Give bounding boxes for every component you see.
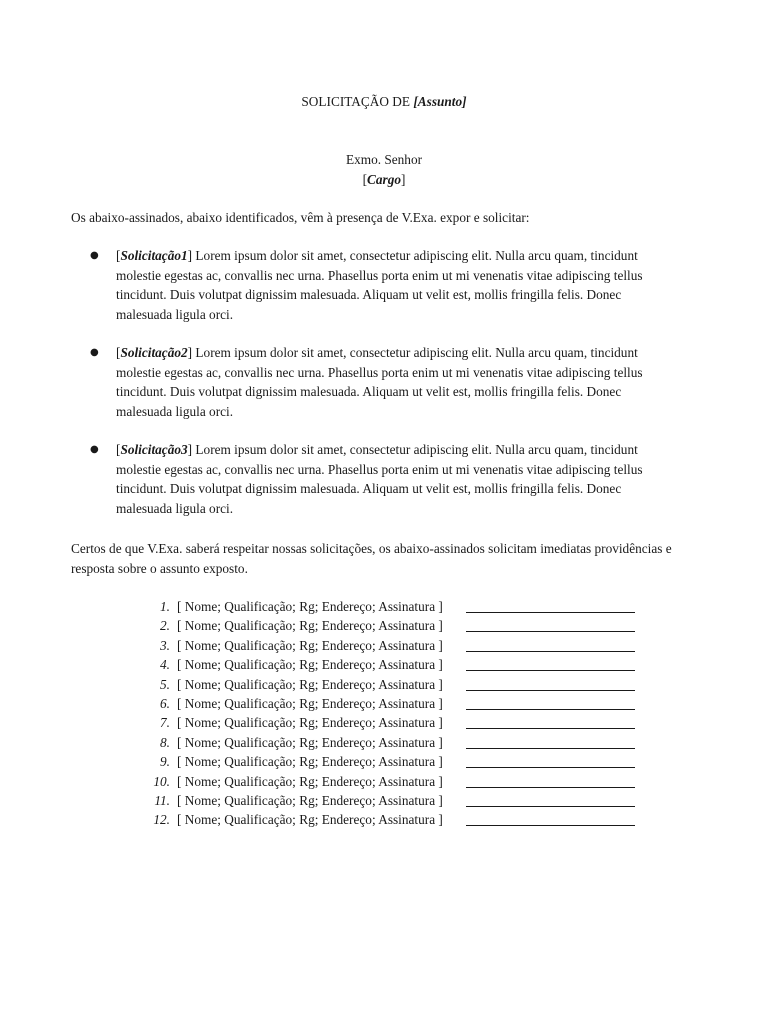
tag-close-bracket: ] xyxy=(187,345,193,360)
signature-row xyxy=(0,636,768,655)
closing-paragraph: Certos de que V.Exa. saberá respeitar nossas solicitações, os abaixo-assinados solicitam imediatas providências e resposta sobre o assunto exposto. xyxy=(71,541,672,576)
row-number: 12. xyxy=(153,812,170,828)
signature-list xyxy=(0,597,768,830)
row-number: 6. xyxy=(160,695,170,711)
request-text: Lorem ipsum dolor sit amet, consectetur adipiscing elit. Nulla arcu quam, tincidunt molestie egestas ac, convallis nec urna. Phasellus porta enim ut mi venenatis vitae adipiscing tellus tincidunt. Duis volutpat dignissim malesuada. Aliquam ut velit est, mollis fringilla felis. Donec malesuada ligula orci. xyxy=(116,345,643,419)
salutation-block xyxy=(0,150,768,189)
signature-fields: [ Nome; Qualificação; Rg; Endereço; Assinatura ] xyxy=(177,754,443,770)
tag-open-bracket: [ xyxy=(116,345,121,360)
signature-fields: [ Nome; Qualificação; Rg; Endereço; Assinatura ] xyxy=(177,676,443,692)
role-open-bracket: [ xyxy=(362,171,367,187)
row-number: 2. xyxy=(160,618,170,634)
row-number: 10. xyxy=(153,773,170,789)
signature-row xyxy=(0,772,768,791)
signature-fields: [ Nome; Qualificação; Rg; Endereço; Assinatura ] xyxy=(177,734,443,750)
signature-row xyxy=(0,675,768,694)
row-number: 5. xyxy=(160,676,170,692)
signature-line xyxy=(466,612,635,613)
signature-line xyxy=(466,728,635,729)
request-text: Lorem ipsum dolor sit amet, consectetur adipiscing elit. Nulla arcu quam, tincidunt molestie egestas ac, convallis nec urna. Phasellus porta enim ut mi venenatis vitae adipiscing tellus tincidunt. Duis volutpat dignissim malesuada. Aliquam ut velit est, mollis fringilla felis. Donec malesuada ligula orci. xyxy=(116,442,643,516)
signature-fields: [ Nome; Qualificação; Rg; Endereço; Assinatura ] xyxy=(177,637,443,653)
signature-line xyxy=(466,767,635,768)
signature-row xyxy=(0,733,768,752)
signature-line xyxy=(466,670,635,671)
signature-fields: [ Nome; Qualificação; Rg; Endereço; Assinatura ] xyxy=(177,812,443,828)
signature-row xyxy=(0,810,768,829)
signature-line xyxy=(466,748,635,749)
signature-line xyxy=(466,787,635,788)
request-text: Lorem ipsum dolor sit amet, consectetur adipiscing elit. Nulla arcu quam, tincidunt molestie egestas ac, convallis nec urna. Phasellus porta enim ut mi venenatis vitae adipiscing tellus tincidunt. Duis volutpat dignissim malesuada. Aliquam ut velit est, mollis fringilla felis. Donec malesuada ligula orci. xyxy=(116,248,643,322)
document-title xyxy=(0,92,768,112)
salutation-text: Exmo. Senhor xyxy=(345,152,423,167)
request-item xyxy=(0,343,676,421)
request-item xyxy=(0,246,676,324)
row-number: 1. xyxy=(160,599,170,614)
signature-row xyxy=(0,791,768,810)
tag-close-bracket: ] xyxy=(187,442,193,457)
row-number: 4. xyxy=(160,657,170,673)
row-number: 7. xyxy=(160,715,170,731)
intro-paragraph: Os abaixo-assinados, abaixo identificados, vêm à presença de V.Exa. expor e solicitar: xyxy=(71,210,530,225)
tag-open-bracket: [ xyxy=(116,442,121,457)
signature-row xyxy=(0,694,768,713)
tag-open-bracket: [ xyxy=(116,248,121,263)
signature-fields: [ Nome; Qualificação; Rg; Endereço; Assinatura ] xyxy=(177,599,443,614)
signature-fields: [ Nome; Qualificação; Rg; Endereço; Assinatura ] xyxy=(177,657,443,673)
request-tag: Solicitação3 xyxy=(120,442,188,457)
signature-fields: [ Nome; Qualificação; Rg; Endereço; Assinatura ] xyxy=(177,618,443,634)
row-number: 3. xyxy=(160,637,170,653)
bullet-icon: ● xyxy=(90,444,99,455)
signature-fields: [ Nome; Qualificação; Rg; Endereço; Assinatura ] xyxy=(177,715,443,731)
row-number: 11. xyxy=(154,792,170,808)
signature-row xyxy=(0,752,768,771)
request-tag: Solicitação1 xyxy=(120,248,188,263)
tag-close-bracket: ] xyxy=(187,248,193,263)
signature-fields: [ Nome; Qualificação; Rg; Endereço; Assinatura ] xyxy=(177,773,443,789)
bullet-icon: ● xyxy=(90,347,99,358)
role-text: Cargo xyxy=(367,171,401,187)
role-close-bracket: ] xyxy=(401,171,406,187)
signature-line xyxy=(466,825,635,826)
signature-line xyxy=(466,631,635,632)
request-tag: Solicitação2 xyxy=(120,345,188,360)
signature-row xyxy=(0,597,768,616)
request-list xyxy=(0,246,768,537)
bullet-icon: ● xyxy=(90,250,99,261)
title-subject: [Assunto] xyxy=(413,94,467,109)
signature-fields: [ Nome; Qualificação; Rg; Endereço; Assinatura ] xyxy=(177,792,443,808)
signature-line xyxy=(466,690,635,691)
row-number: 8. xyxy=(160,734,170,750)
title-prefix: SOLICITAÇÃO DE xyxy=(301,94,414,109)
row-number: 9. xyxy=(160,754,170,770)
signature-line xyxy=(466,709,635,710)
signature-line xyxy=(466,651,635,652)
signature-fields: [ Nome; Qualificação; Rg; Endereço; Assinatura ] xyxy=(177,695,443,711)
signature-row xyxy=(0,616,768,635)
request-item xyxy=(0,440,676,518)
signature-row xyxy=(0,713,768,732)
signature-line xyxy=(466,806,635,807)
signature-row xyxy=(0,655,768,674)
recipient-role xyxy=(0,170,768,190)
